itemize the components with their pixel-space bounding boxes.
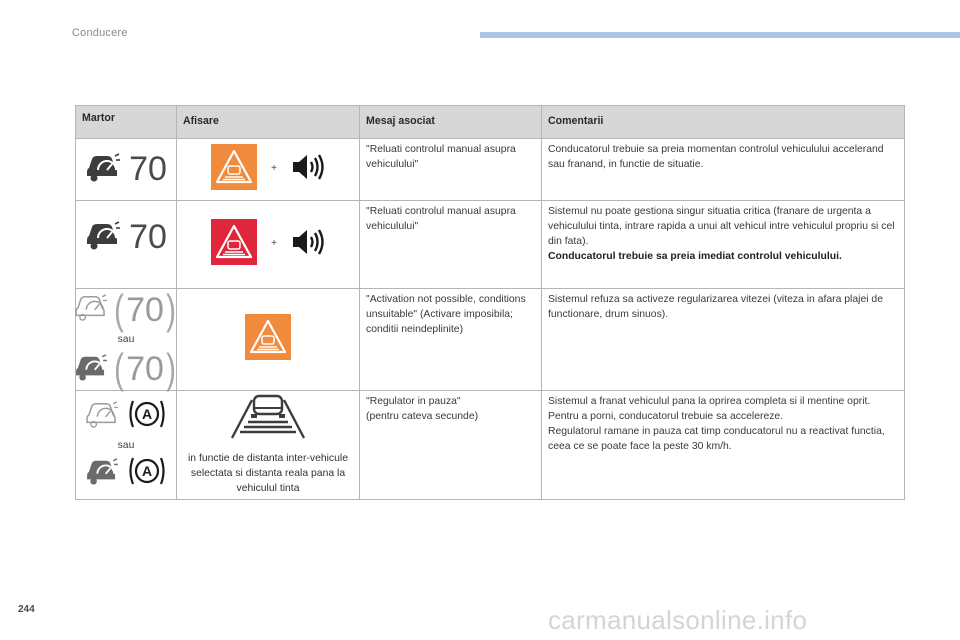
speed-value-parenthesized: ( 70 ) (114, 286, 176, 333)
mesaj-line-1: "Regulator in pauza" (366, 396, 461, 408)
speaker-sound-icon (291, 228, 325, 261)
collision-warning-icon (245, 314, 291, 365)
afisare-cell (177, 289, 360, 391)
table-row (76, 139, 905, 201)
mesaj-cell (360, 391, 542, 500)
column-header-mesaj: Mesaj asociat (360, 106, 542, 139)
afisare-note: in functie de distanta inter-vehicule selectata si distanta reala pana la vehiculul tinta (188, 453, 348, 495)
table-header-row (76, 106, 905, 139)
column-header-martor: Martor (76, 106, 177, 139)
speed-value: 70 (129, 150, 167, 189)
collision-warning-icon (211, 144, 257, 195)
comentarii-cell: Sistemul refuza sa activeze regularizarea vitezei (viteza in afara plajei de functionare, drum sinuos). (542, 289, 905, 391)
warning-messages-table (75, 105, 905, 500)
column-header-comentarii: Comentarii (542, 106, 905, 139)
comentarii-text: Sistemul nu poate gestiona singur situatia critica (franare de urgenta a vehiculului tinta, intrare rapida a unui alt vehicul intre vehiculul propriu si cel din fata). (548, 206, 895, 248)
mesaj-cell: "Reluati controlul manual asupra vehiculului" (360, 139, 542, 201)
comentarii-line-3: Regulatorul ramane in pauza cat timp conducatorul nu a reactivat functia, ceea ce se poate face la peste 30 km/h. (548, 426, 885, 453)
car-speedometer-icon (85, 400, 119, 433)
svg-text:A: A (141, 406, 153, 423)
svg-text:A: A (141, 462, 153, 479)
afisare-cell (177, 201, 360, 289)
speaker-sound-icon (291, 153, 325, 186)
afisare-cell (177, 139, 360, 201)
martor-cell (76, 391, 177, 500)
collision-warning-icon (211, 219, 257, 270)
car-speedometer-icon (85, 220, 121, 255)
car-speedometer-icon (74, 293, 108, 326)
vehicle-following-distance-icon (230, 394, 306, 445)
martor-cell (76, 139, 177, 201)
section-title: Conducere (72, 27, 128, 39)
martor-cell (76, 286, 177, 393)
circled-a-icon (127, 454, 167, 493)
watermark: carmanualsonline.info (548, 605, 808, 635)
plus-sign: + (271, 238, 277, 250)
afisare-cell (177, 391, 360, 500)
car-speedometer-icon (74, 353, 108, 386)
speed-value-parenthesized: ( 70 ) (114, 345, 176, 393)
comentarii-cell: Conducatorul trebuie sa preia momentan controlul vehiculului accelerand sau franand, in functie de situatie. (542, 139, 905, 201)
table-row (76, 201, 905, 289)
mesaj-cell: "Activation not possible, conditions unsuitable" (Activare imposibila; conditii neindeplinite) (360, 289, 542, 391)
comentarii-cell (542, 391, 905, 500)
table-row (76, 391, 905, 500)
mesaj-line-2: (pentru cateva secunde) (366, 411, 479, 423)
section-accent-bar (480, 32, 960, 38)
martor-cell (76, 201, 177, 289)
table-row (76, 289, 905, 391)
speed-value: 70 (129, 218, 167, 257)
circled-a-icon (127, 397, 167, 436)
plus-sign: + (271, 163, 277, 175)
comentarii-line-1: Sistemul a franat vehiculul pana la oprirea completa si il mentine oprit. (548, 396, 871, 408)
car-speedometer-icon (85, 457, 119, 490)
mesaj-cell: "Reluati controlul manual asupra vehiculului" (360, 201, 542, 289)
sau-label: sau (117, 439, 135, 451)
column-header-afisare: Afisare (177, 106, 360, 139)
comentarii-bold-text: Conducatorul trebuie sa preia imediat controlul vehiculului. (548, 251, 842, 263)
page-number: 244 (18, 604, 35, 615)
comentarii-cell (542, 201, 905, 289)
car-speedometer-icon (85, 152, 121, 187)
comentarii-line-2: Pentru a porni, conducatorul trebuie sa accelereze. (548, 411, 784, 423)
sau-label: sau (117, 334, 135, 345)
